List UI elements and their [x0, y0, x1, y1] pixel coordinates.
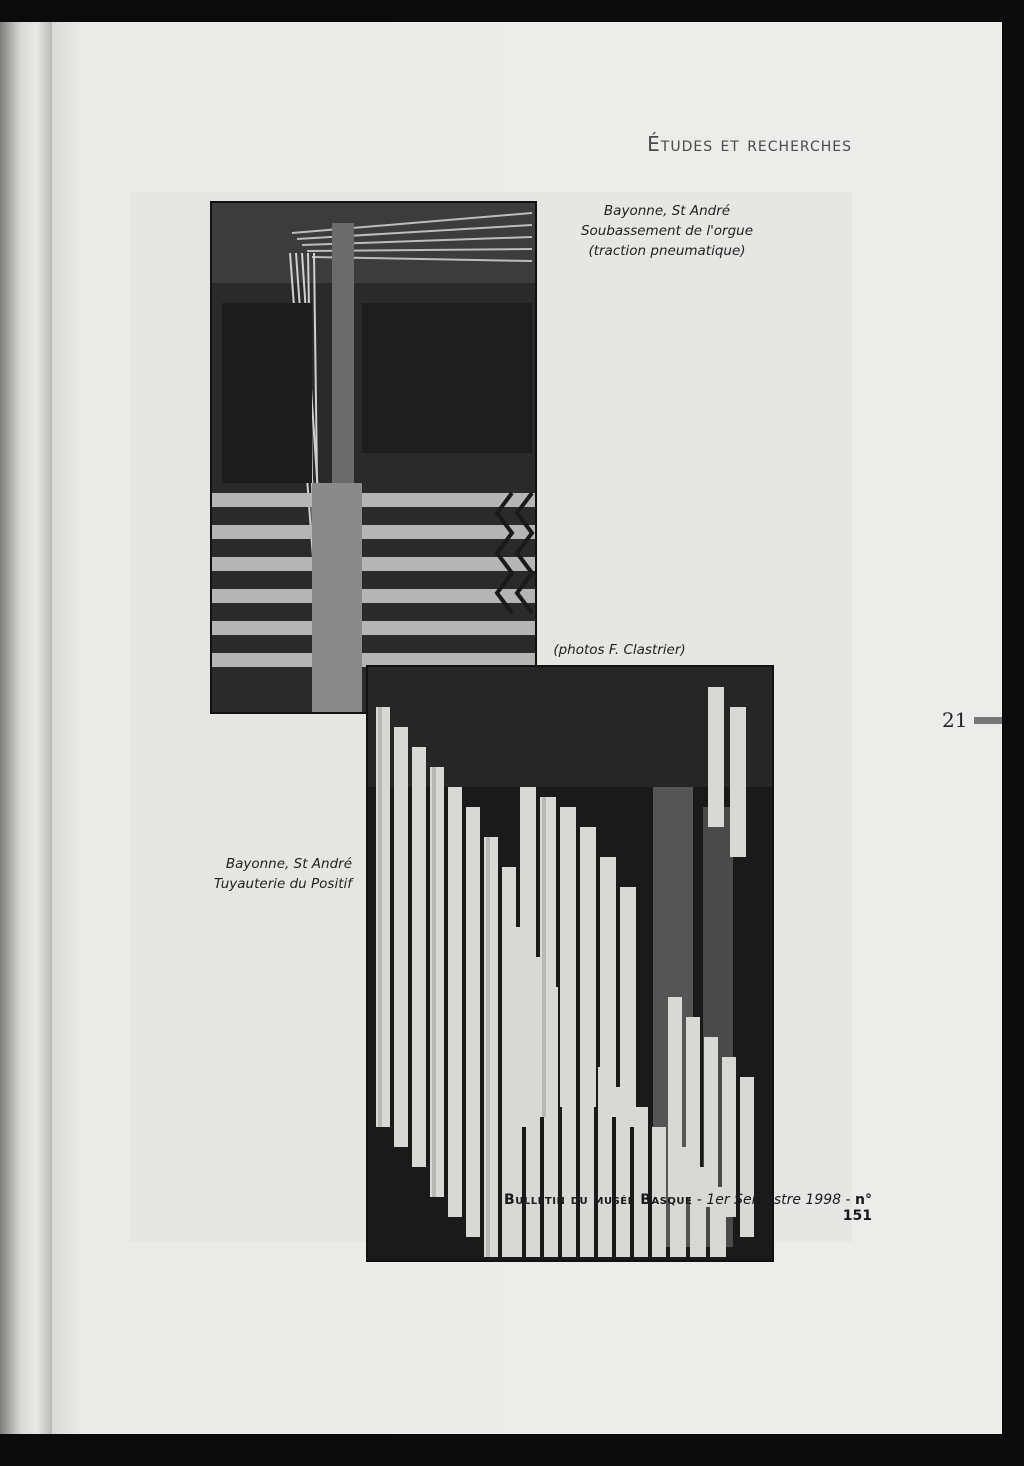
page [52, 22, 1002, 1434]
section-header: Études et recherches [647, 132, 852, 156]
page-number: 21 [942, 708, 968, 732]
caption-line: Bayonne, St André [603, 203, 731, 219]
caption-line: Tuyauterie du Positif [213, 876, 352, 892]
separator: - [845, 1192, 856, 1208]
caption-line: Bayonne, St André [225, 856, 352, 872]
separator: - [696, 1192, 707, 1208]
issue-number: n° 151 [842, 1192, 872, 1224]
facing-page-edge [0, 22, 52, 1434]
caption-top-photo [557, 201, 777, 261]
organ-pipes-photo [366, 665, 774, 1262]
journal-title: Bulletin du musée Basque [504, 1192, 693, 1208]
scan-background-edge [1002, 22, 1024, 1434]
footer [472, 1192, 872, 1224]
page-marker-tab [974, 717, 1002, 724]
caption-line: Soubassement de l'orgue [580, 223, 754, 239]
caption-bottom-photo [202, 854, 352, 894]
organ-substructure-photo [210, 201, 537, 714]
issue-date: 1er Semestre 1998 [706, 1192, 842, 1208]
photo-credit: (photos F. Clastrier) [553, 642, 686, 658]
caption-line: (traction pneumatique) [588, 243, 746, 259]
